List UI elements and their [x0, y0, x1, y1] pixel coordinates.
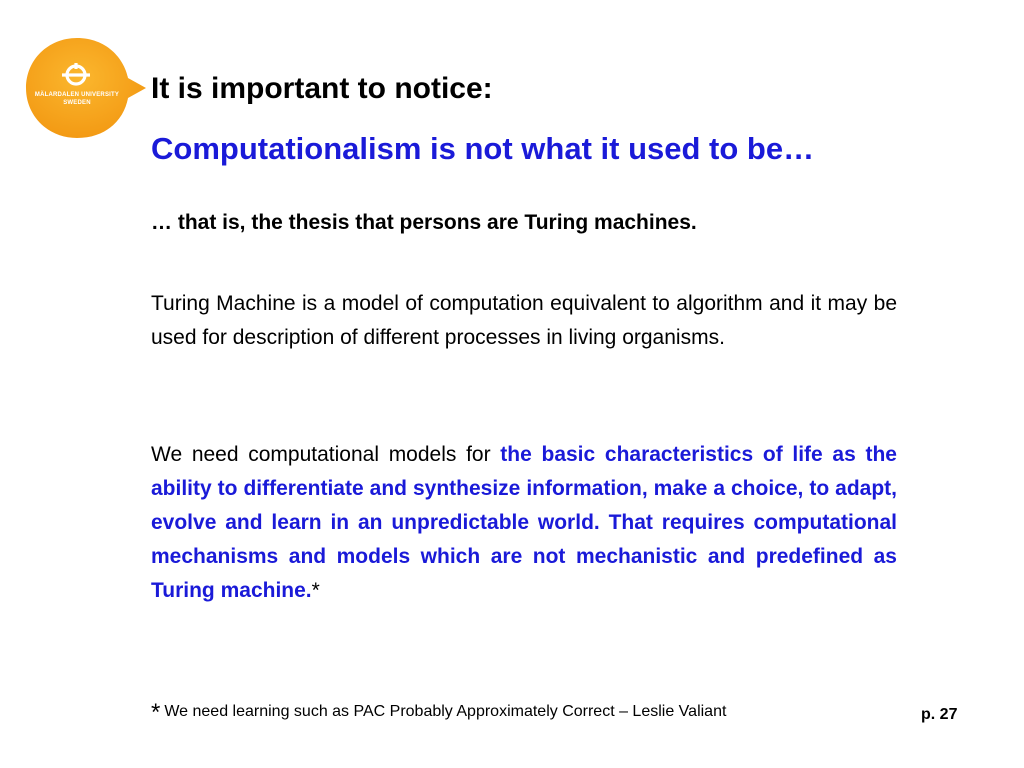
footnote	[151, 699, 726, 727]
logo-text-line1: MÄLARDALEN UNIVERSITY	[34, 92, 120, 98]
page-number: p. 27	[921, 706, 958, 723]
paragraph-computational-models	[151, 438, 897, 608]
logo-badge-icon	[24, 36, 148, 140]
lead-sentence: … that is, the thesis that persons are Turing machines.	[151, 211, 697, 234]
asterisk-marker: *	[311, 579, 320, 602]
footnote-text: We need learning such as PAC Probably Approximately Correct – Leslie Valiant	[164, 703, 727, 720]
footnote-asterisk: *	[151, 699, 161, 726]
logo-text-line2: SWEDEN	[63, 100, 91, 106]
slide-subtitle: Computationalism is not what it used to be…	[151, 131, 815, 166]
paragraph-turing-machine: Turing Machine is a model of computation equivalent to algorithm and it may be used for description of different processes in living organisms.	[151, 292, 897, 349]
paragraph-intro: We need computational models for	[151, 443, 501, 466]
highlighted-text: the basic characteristics of life as the ability to differentiate and synthesize information, make a choice, to adapt, evolve and learn in an unpredictable world. That requires computational mechanisms and models which are not mechanistic and predefined as Turing machine.	[151, 443, 897, 602]
slide-title: It is important to notice:	[151, 72, 493, 105]
university-logo	[24, 36, 148, 140]
